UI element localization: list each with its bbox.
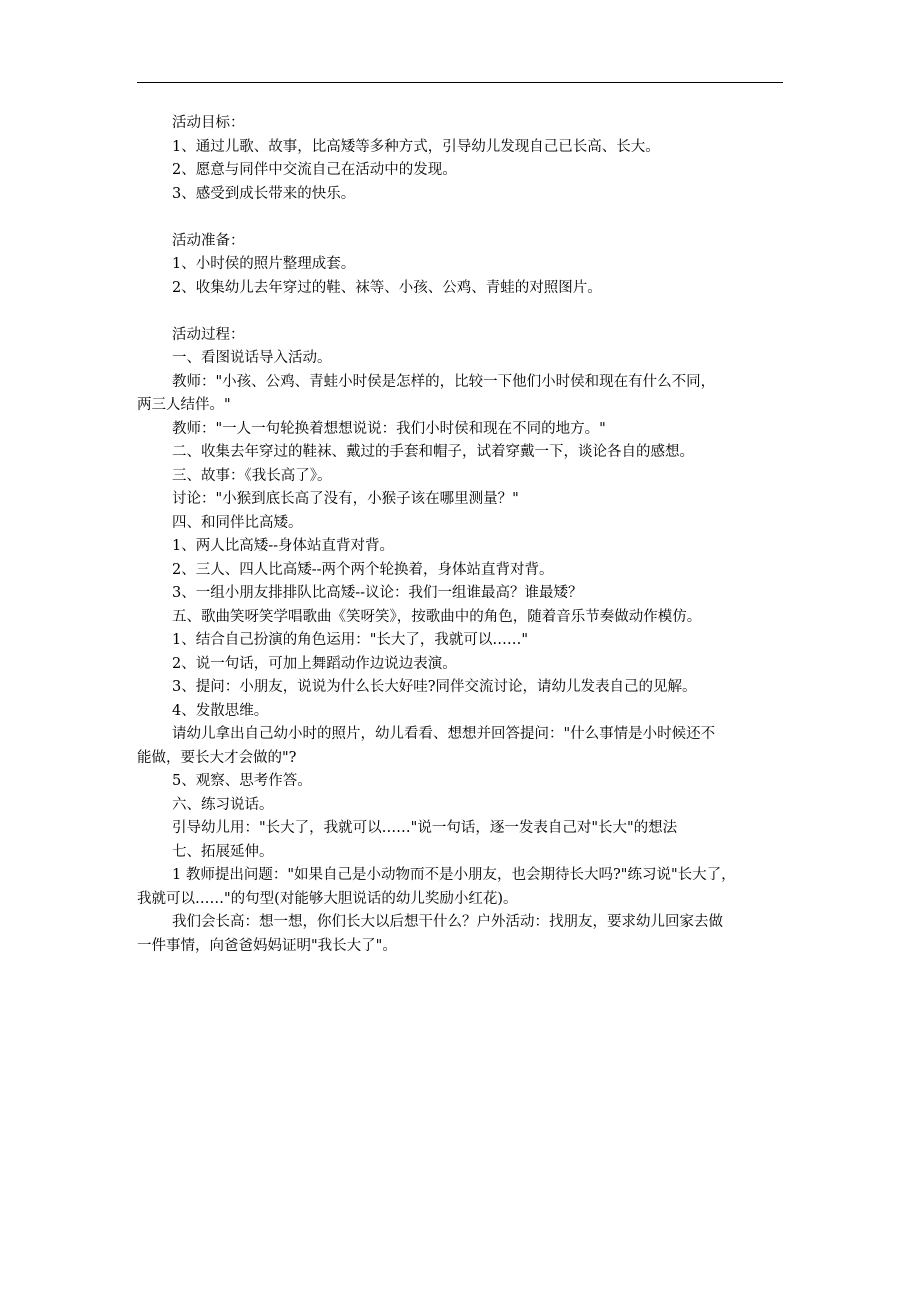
process-line: 请幼儿拿出自己幼小时的照片，幼儿看看、想想并回答提问："什么事情是小时候还不 [172, 726, 716, 742]
process-line: 2、说一句话，可加上舞蹈动作边说边表演。 [172, 655, 457, 672]
goals-heading: 活动目标： [172, 115, 245, 131]
section-gap [172, 206, 784, 230]
process-line: 教师："一人一句轮换着想想说说：我们小时侯和现在不同的地方。" [172, 420, 606, 437]
process-line: 5、观察、思考作答。 [172, 773, 312, 789]
process-line: 引导幼儿用："长大了，我就可以……"说一句话，逐一发表自己对"长大"的想法 [172, 820, 678, 836]
process-line-continuation: 两三人结伴。" [137, 397, 231, 413]
section-gap [172, 300, 784, 324]
process-line: 4、发散思维。 [172, 702, 269, 719]
process-line: 五、歌曲笑呀笑学唱歌曲《笑呀笑》，按歌曲中的角色，随着音乐节奏做动作模仿。 [172, 608, 702, 625]
goal-item: 1、通过儿歌、故事，比高矮等多种方式，引导幼儿发现自己已长高、长大。 [172, 138, 660, 155]
process-line: 3、一组小朋友排排队比高矮--议论：我们一组谁最高？谁最矮？ [172, 585, 583, 601]
process-line: 3、提问：小朋友，说说为什么长大好哇?同伴交流讨论，请幼儿发表自己的见解。 [172, 679, 697, 695]
process-line: 七、拓展延伸。 [172, 843, 274, 860]
process-heading: 活动过程： [172, 326, 245, 343]
document-body [137, 112, 784, 958]
process-line: 六、练习说话。 [172, 796, 274, 813]
process-line: 教师："小孩、公鸡、青蛙小时侯是怎样的，比较一下他们小时侯和现在有什么不同， [172, 373, 716, 390]
process-line: 1、两人比高矮--身体站直背对背。 [172, 538, 395, 554]
process-line-continuation: 我就可以……"的句型(对能够大胆说话的幼儿奖励小红花)。 [137, 890, 518, 907]
process-line-continuation: 能做，要长大才会做的"? [137, 749, 297, 766]
process-line: 一、看图说话导入活动。 [172, 350, 332, 366]
process-line: 2、三人、四人比高矮--两个两个轮换着，身体站直背对背。 [172, 561, 554, 578]
preparation-heading: 活动准备： [172, 232, 245, 249]
process-line: 二、收集去年穿过的鞋袜、戴过的手套和帽子，试着穿戴一下，谈论各自的感想。 [172, 444, 694, 460]
process-line: 讨论："小猴到底长高了没有，小猴子该在哪里测量？" [172, 491, 519, 507]
preparation-item: 1、小时侯的照片整理成套。 [172, 256, 356, 272]
process-line: 我们会长高：想一想，你们长大以后想干什么？户外活动：找朋友，要求幼儿回家去做 [172, 914, 723, 930]
process-line: 1、结合自己扮演的角色运用："长大了，我就可以……" [172, 632, 529, 648]
goal-item: 2、愿意与同伴中交流自己在活动中的发现。 [172, 162, 457, 178]
preparation-item: 2、收集幼儿去年穿过的鞋、袜等、小孩、公鸡、青蛙的对照图片。 [172, 279, 602, 296]
process-line: 三、故事：《我长高了》。 [172, 467, 332, 484]
process-line: 四、和同伴比高矮。 [172, 514, 303, 531]
header-rule [137, 82, 783, 83]
process-line: 1 教师提出问题："如果自己是小动物而不是小朋友，也会期待长大吗?"练习说"长大了， [172, 867, 736, 883]
process-line-continuation: 一件事情，向爸爸妈妈证明"我长大了"。 [137, 937, 397, 954]
goal-item: 3、感受到成长带来的快乐。 [172, 185, 356, 202]
